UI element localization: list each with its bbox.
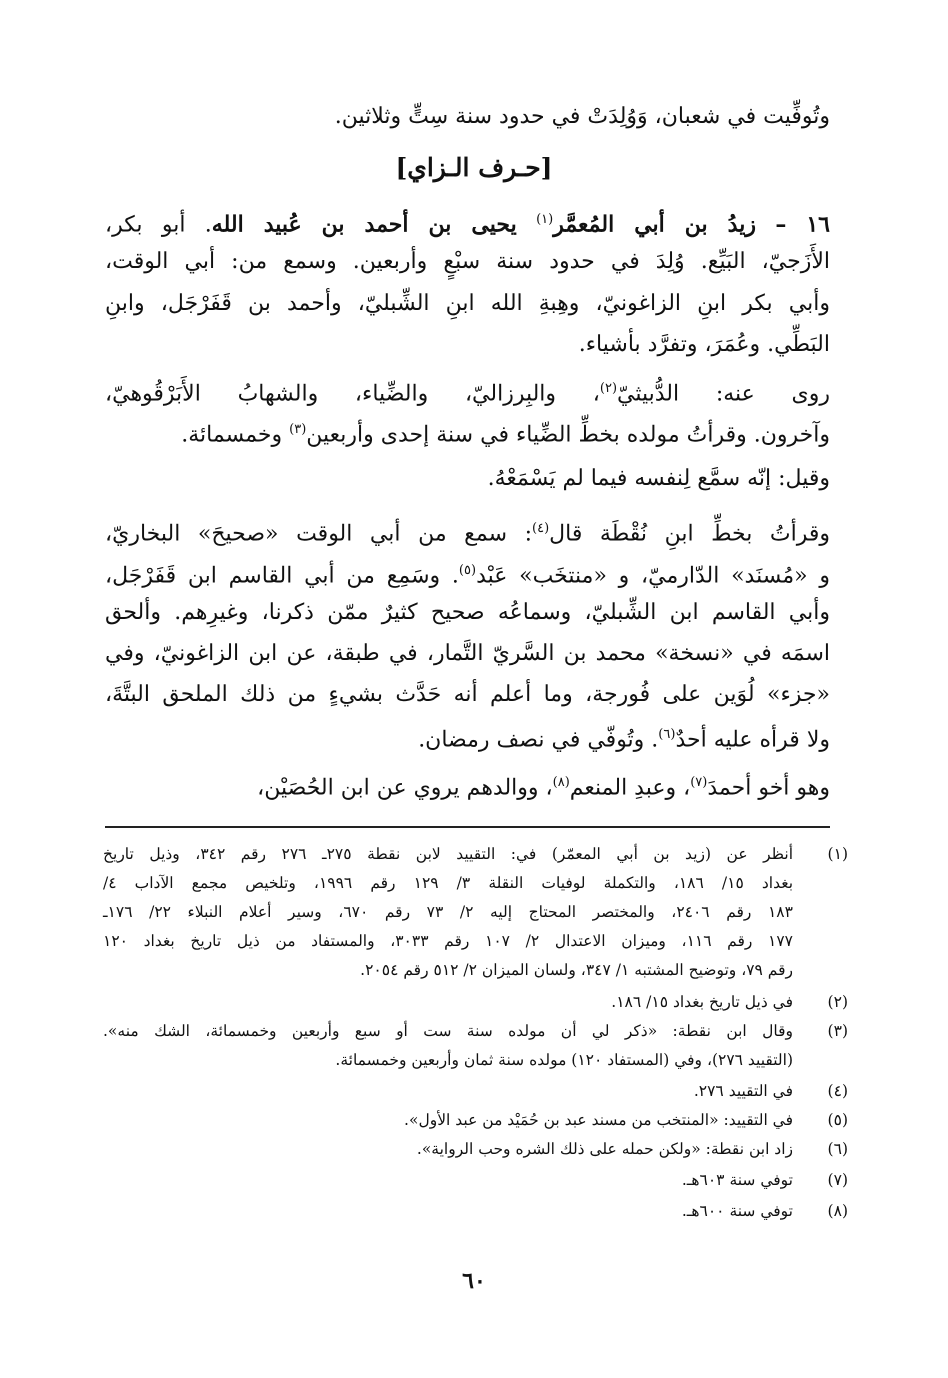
footnote-1-line-1: أنظر عن (زيد بن أبي المعمّر) في: التقييد لابن نقطة ٢٧٥ـ ٢٧٦ رقم ٣٤٢، وذيل تاريخ <box>103 845 793 863</box>
footnote-5-line-1: في التقييد: «المنتخب من مسند عبد بن حُمَيْد من عبد الأول». <box>404 1111 793 1129</box>
footnote-ref-8: (٨) <box>552 775 570 790</box>
footnote-4-line-1: في التقييد ٢٧٦. <box>693 1082 793 1100</box>
section-heading: [حـرف الـزاي] <box>395 153 553 182</box>
footnote-2-number: (٢) <box>827 993 848 1011</box>
para3-line: وقيل: إنّه سمَّع لِنفسه فيما لم يَسْمَعْهُ. <box>487 466 830 491</box>
footnote-ref-6: (٦) <box>658 727 676 742</box>
entry-line-4: البَطِّي. وعُمَرَ، وتفرَّد بأشياء. <box>578 332 830 357</box>
para4-line-3: وأبي القاسم ابن الشِّبليّ، وسماعُه صحيح كثيرٌ ممّن ذكرنا، وغيرِهم. وألحق <box>105 600 830 625</box>
top-line: وتُوفِّيت في شعبان، وَوُلِدَتْ في حدود سنة سِتٍّ وثلاثين. <box>334 104 830 129</box>
footnote-7-number: (٧) <box>827 1171 848 1189</box>
footnote-7-line-1: توفي سنة ٦٠٣هـ. <box>681 1171 793 1189</box>
para5-text-a: وهو أخو أحمدَ <box>707 775 830 801</box>
footnote-ref-3: (٣) <box>289 422 307 437</box>
page-number: ٦٠ <box>462 1268 486 1294</box>
entry-name-continued: يحيى بن أحمد بن عُبيد الله <box>211 211 517 238</box>
footnote-ref-4: (٤) <box>532 521 550 536</box>
para4-text-a: وقرأتُ بخطِّ ابنِ نُقْطَة قال <box>549 521 830 547</box>
footnote-rule <box>105 826 830 828</box>
entry-line1-rest: . أبو بكر، <box>105 212 212 238</box>
para5-line <box>105 766 830 805</box>
para4-text-c: و «مُسنَد» الدّارميّ، و «منتخَب» عَبْد <box>476 563 830 589</box>
para5-text-b: ، وعبدِ المنعم <box>569 775 691 801</box>
footnote-1-line-4: ١٧٧ رقم ١١٦، وميزان الاعتدال ٢/ ١٠٧ رقم ٣٠٣٣، والمستفاد من ذيل تاريخ بغداد ١٢٠ <box>103 932 793 950</box>
footnote-8-line-1: توفي سنة ٦٠٠هـ. <box>681 1202 793 1220</box>
entry-name: زيدُ بن أبي المُعمَّر <box>553 211 756 238</box>
entry-first-line <box>105 203 830 242</box>
para4-text-b: : سمع من أبي الوقت «صحيحَ» البخاريّ، <box>105 521 533 547</box>
footnote-3-line-1: وقال ابن نقطة: «ذكر لي أن مولده سنة ست أو سبع وأربعين وخمسمائة، الشك منه». <box>103 1022 793 1040</box>
footnote-8-number: (٨) <box>827 1202 848 1220</box>
para4-line-6 <box>105 718 830 757</box>
entry-line-3: وأبي بكر ابنِ الزاغونيّ، وهِبةِ الله ابنِ الشِّبليّ، وأحمد بن قَفَرْجَل، وابنِ <box>105 291 830 316</box>
para4-line-5: «جزء» لُوَين على فُورجة، وما أعلم أنه حَدَّث بشيءٍ من ذلك الملحق البتَّةَ، <box>105 682 830 707</box>
entry-number: ١٦ – <box>775 211 830 238</box>
para4-text-e: ولا قرأه عليه أحدٌ <box>675 727 830 753</box>
para2-text-d: وخمسمائة. <box>181 422 290 448</box>
footnote-3-line-2: (التقييد ٢٧٦)، وفي (المستفاد ١٢٠) مولده سنة ثمان وأربعين وخمسمائة. <box>335 1051 793 1069</box>
para4-line-4: اسمَه في «نسخة» محمد بن السَّريّ التَّمار، في طبقة، عن ابن الزاغونيّ، وفي <box>105 641 830 666</box>
footnote-1-line-2: بغداد ١٥/ ١٨٦، والتكملة لوفيات النقلة ٣/ ١٢٩ رقم ١٩٩٦، وتلخيص مجمع الآداب ٤/ <box>103 874 794 892</box>
para4-line-2 <box>105 554 830 593</box>
footnote-ref-5: (٥) <box>458 563 477 578</box>
footnote-6-number: (٦) <box>827 1140 848 1158</box>
entry-line-2: الأَزَجيّ، البَيِّع. وُلِدَ في حدود سنة سبْعٍ وأربعين. وسمع من: أبي الوقت، <box>105 249 830 274</box>
footnote-ref-1: (١) <box>536 212 554 227</box>
para4-line-1 <box>105 512 830 551</box>
footnote-4-number: (٤) <box>827 1082 848 1100</box>
footnote-1-line-5: رقم ٧٩، وتوضيح المشتبه ١/ ٣٤٧، ولسان الميزان ٢/ ٥١٢ رقم ٢٠٥٤. <box>360 961 793 979</box>
para2-line-2 <box>105 413 830 452</box>
para2-line-1 <box>105 372 830 411</box>
footnote-1-number: (١) <box>827 845 848 863</box>
footnote-ref-7: (٧) <box>690 775 708 790</box>
footnote-5-number: (٥) <box>827 1111 848 1129</box>
footnote-6-line-1: زاد ابن نقطة: «ولكن حمله على ذلك الشره وحب الرواية». <box>416 1140 793 1158</box>
footnote-3-number: (٣) <box>827 1022 848 1040</box>
para4-text-f: . وتُوفّي في نصف رمضان. <box>418 727 659 753</box>
footnote-1-line-3: ١٨٣ رقم ٢٤٠٦، والمختصر المحتاج إليه ٢/ ٧٣ رقم ٦٧٠، وسير أعلام النبلاء ٢٢/ ١٧٦ـ <box>103 903 793 921</box>
para2-text-c: وآخرون. وقرأتُ مولده بخطِّ الضِّياء في سنة إحدى وأربعين <box>306 422 830 448</box>
para5-text-c: ، ووالدهم يروي عن ابن الحُصَيْن، <box>257 775 553 801</box>
footnote-ref-2: (٢) <box>599 381 618 396</box>
para2-text-b: ، والبِرزاليّ، والضِّياء، والشهابُ الأَبَرْقُوهيّ، <box>105 381 600 407</box>
para2-text-a: روى عنه: الدُّبيثيّ <box>617 381 831 407</box>
para4-text-d: . وسَمِع من أبي القاسم ابن قَفَرْجَل، <box>105 563 459 589</box>
footnote-2-line-1: في ذيل تاريخ بغداد ١٥/ ١٨٦. <box>611 993 793 1011</box>
